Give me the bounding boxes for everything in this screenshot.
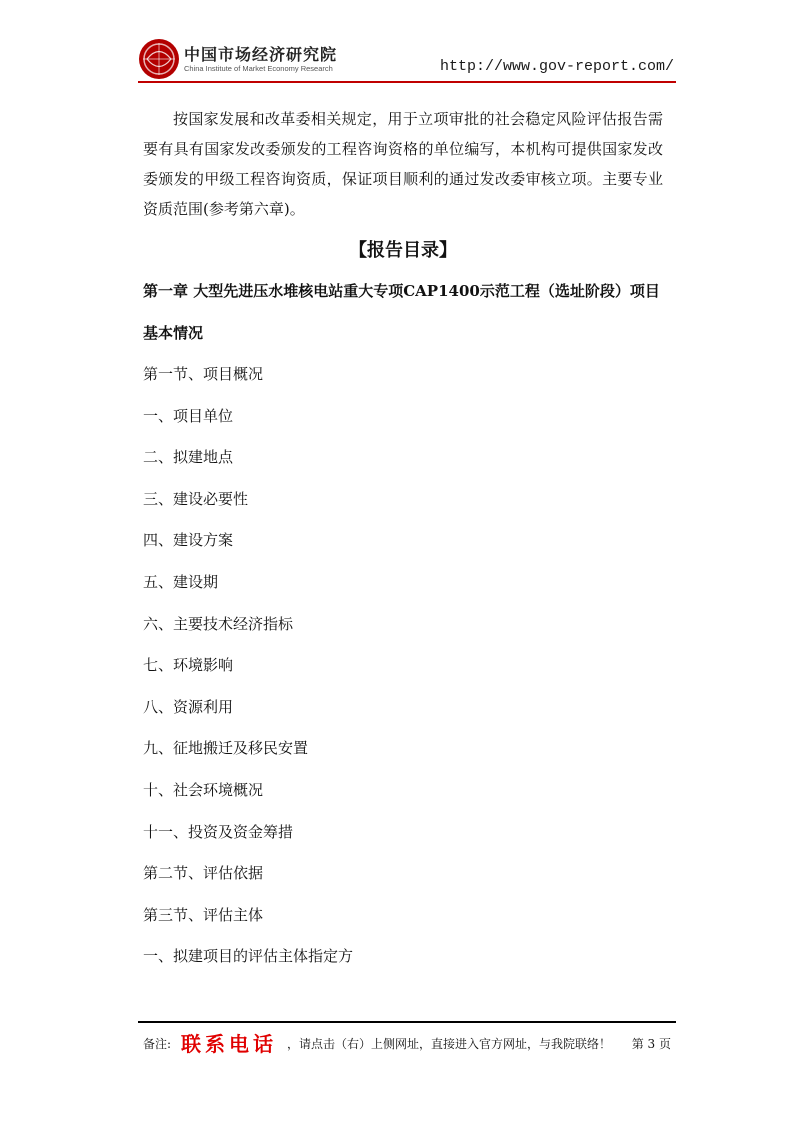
footer-label: 备注: [143, 1037, 172, 1051]
contact-phone-link[interactable]: 联系电话 [181, 1032, 277, 1056]
header-divider [138, 81, 676, 83]
toc-item: 第二节、评估依据 [143, 864, 264, 883]
toc-item: 四、建设方案 [143, 531, 234, 550]
org-name-en: China Institute of Market Economy Research [184, 64, 333, 73]
toc-item: 五、建设期 [143, 572, 219, 591]
chapter-heading: 第一章 大型先进压水堆核电站重大专项CAP1400示范工程（选址阶段）项目基本情况 [143, 282, 660, 342]
page-number: 第 3 页 [631, 1037, 671, 1051]
intro-paragraph: 按国家发展和改革委相关规定，用于立项审批的社会稳定风险评估报告需要有具有国家发改委颁发的工程咨询资格的单位编写，本机构可提供国家发改委颁发的甲级工程咨询资质，保证项目顺利的通过发改委审核立项。主要专业资质范围(参考第六章)。 [143, 110, 663, 218]
toc-item: 七、环境影响 [143, 656, 234, 675]
toc-item: 二、拟建地点 [143, 448, 234, 467]
toc-item: 十一、投资及资金筹措 [143, 822, 294, 841]
toc-title: 【报告目录】 [349, 240, 457, 261]
toc-item: 六、主要技术经济指标 [143, 614, 294, 633]
document-body [143, 104, 663, 978]
institute-logo-icon [138, 38, 180, 80]
toc-item: 八、资源利用 [143, 697, 234, 716]
website-link[interactable]: http://www.gov-report.com/ [439, 58, 674, 75]
toc-item: 十、社会环境概况 [143, 780, 264, 799]
footer-divider [138, 1021, 676, 1023]
toc-list [143, 354, 663, 978]
toc-item: 第一节、项目概况 [143, 365, 264, 383]
toc-item: 第三节、评估主体 [143, 905, 264, 924]
toc-item: 九、征地搬迁及移民安置 [143, 739, 309, 758]
page-footer [143, 1028, 675, 1054]
toc-item: 一、拟建项目的评估主体指定方 [143, 947, 354, 966]
footer-note: ，请点击（右）上侧网址，直接进入官方网址，与我院联络！ [287, 1037, 612, 1051]
toc-item: 三、建设必要性 [143, 489, 249, 508]
page-header [138, 34, 676, 82]
org-name-cn: 中国市场经济研究院 [184, 45, 338, 64]
toc-item: 一、项目单位 [143, 406, 234, 425]
